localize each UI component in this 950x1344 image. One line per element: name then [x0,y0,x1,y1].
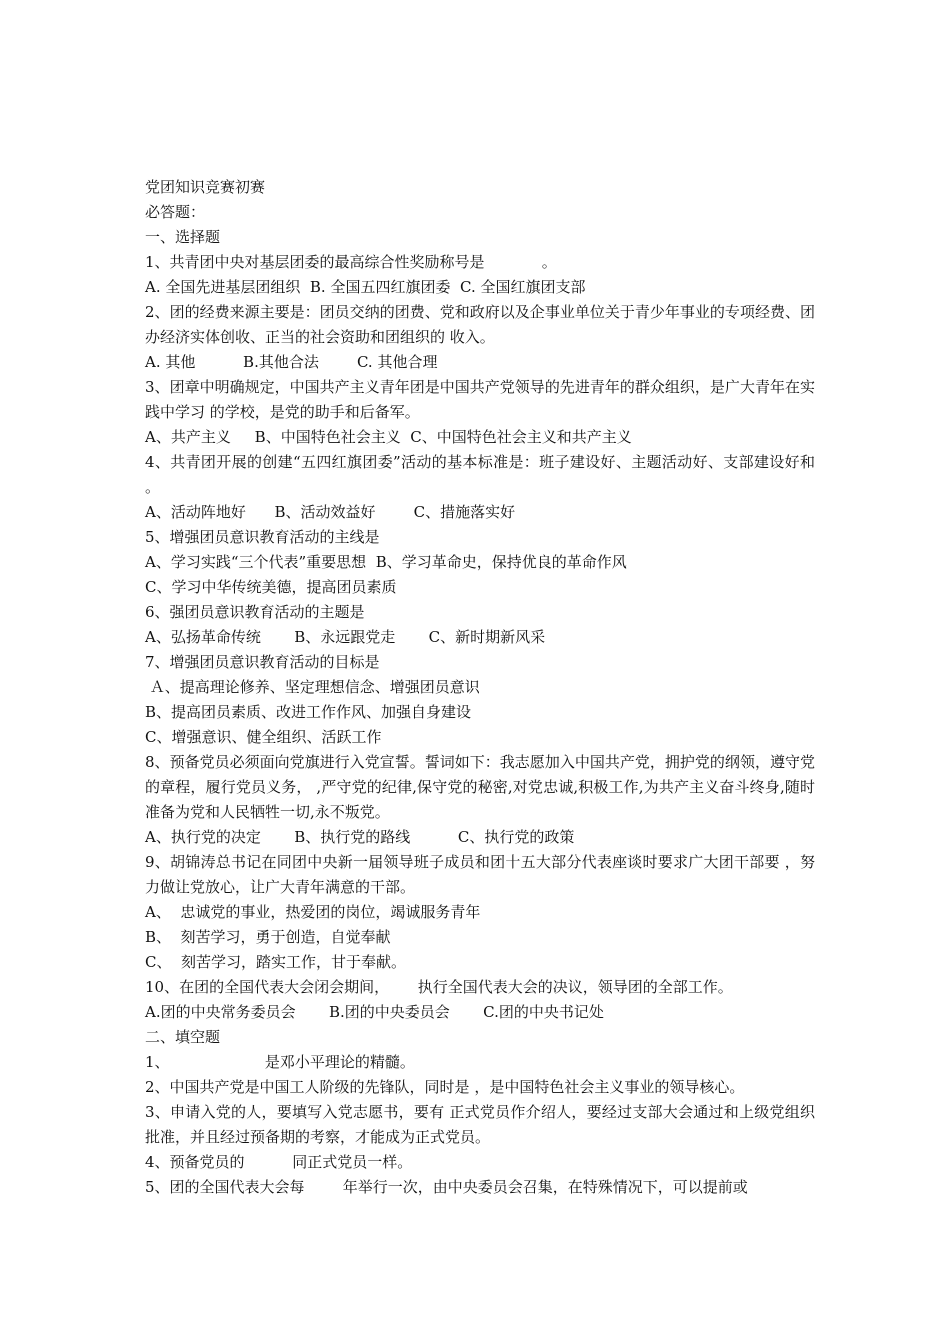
question-10-options: A.团的中央常务委员会 B.团的中央委员会 C.团的中央书记处 [145,1003,604,1021]
fill-5: 5、团的全国代表大会每 年举行一次，由中央委员会召集，在特殊情况下，可以提前或 [145,1178,748,1196]
question-9-option-a: A、 忠诚党的事业，热爱团的岗位，竭诚服务青年 [145,903,481,921]
question-7-option-c: C、增强意识、健全组织、活跃工作 [145,728,382,746]
document-title: 党团知识竞赛初赛 [145,178,266,196]
question-6-options: A、弘扬革命传统 B、永远跟党走 C、新时期新风采 [145,628,546,646]
question-4: 4、共青团开展的创建“五四红旗团委”活动的基本标准是：班子建设好、主题活动好、支部建设好和 。 [145,453,815,496]
required-label: 必答题： [145,203,206,221]
section-fill-heading: 二、填空题 [145,1028,221,1046]
question-1-options: A. 全国先进基层团组织 B. 全国五四红旗团委 C. 全国红旗团支部 [145,278,586,296]
question-9: 9、胡锦涛总书记在同团中央新一届领导班子成员和团十五大部分代表座谈时要求广大团干部要 ，努力做让党放心，让广大青年满意的干部。 [145,853,815,896]
question-7-option-a: Ａ、提高理论修养、坚定理想信念、增强团员意识 [145,678,480,696]
question-7-option-b: B、提高团员素质、改进工作作风、加强自身建设 [145,703,472,721]
fill-4: 4、预备党员的 同正式党员一样。 [145,1153,413,1171]
question-8: 8、预备党员必须面向党旗进行入党宣誓。誓词如下：我志愿加入中国共产党，拥护党的纲领，遵守党的章程，履行党员义务， ,严守党的纪律,保守党的秘密,对党忠诚,积极工作,为共产主义奋斗终身,随时准备为党和人民牺牲一切,永不叛党。 [145,753,815,821]
question-6: 6、强团员意识教育活动的主题是 [145,603,365,621]
document-page [145,175,815,1200]
question-1: 1、共青团中央对基层团委的最高综合性奖励称号是 。 [145,253,557,271]
question-7: 7、增强团员意识教育活动的目标是 [145,653,380,671]
section-choice-heading: 一、选择题 [145,228,221,246]
question-8-options: A、执行党的决定 B、执行党的路线 C、执行党的政策 [145,828,575,846]
question-9-option-b: B、 刻苦学习，勇于创造，自觉奉献 [145,928,391,946]
question-5-option-ab: A、学习实践“三个代表”重要思想 B、学习革命史，保持优良的革命作风 [145,553,627,571]
question-2-options: A. 其他 B.其他合法 C. 其他合理 [145,353,438,371]
fill-2: 2、中国共产党是中国工人阶级的先锋队，同时是 ，是中国特色社会主义事业的领导核心。 [145,1078,745,1096]
question-10: 10、在团的全国代表大会闭会期间， 执行全国代表大会的决议，领导团的全部工作。 [145,978,733,996]
question-3: 3、团章中明确规定，中国共产主义青年团是中国共产党领导的先进青年的群众组织，是广大青年在实践中学习 的学校，是党的助手和后备军。 [145,378,815,421]
question-2: 2、团的经费来源主要是：团员交纳的团费、党和政府以及企事业单位关于青少年事业的专项经费、团办经济实体创收、正当的社会资助和团组织的 收入。 [145,303,815,346]
question-4-options: A、活动阵地好 B、活动效益好 C、措施落实好 [145,503,516,521]
fill-1: 1、 是邓小平理论的精髓。 [145,1053,415,1071]
question-5: 5、增强团员意识教育活动的主线是 [145,528,380,546]
fill-3: 3、申请入党的人，要填写入党志愿书，要有 正式党员作介绍人，要经过支部大会通过和上级党组织批准，并且经过预备期的考察，才能成为正式党员。 [145,1103,815,1146]
question-3-options: A、共产主义 B、中国特色社会主义 C、中国特色社会主义和共产主义 [145,428,632,446]
question-9-option-c: C、 刻苦学习，踏实工作，甘于奉献。 [145,953,407,971]
question-5-option-c: C、学习中华传统美德，提高团员素质 [145,578,397,596]
